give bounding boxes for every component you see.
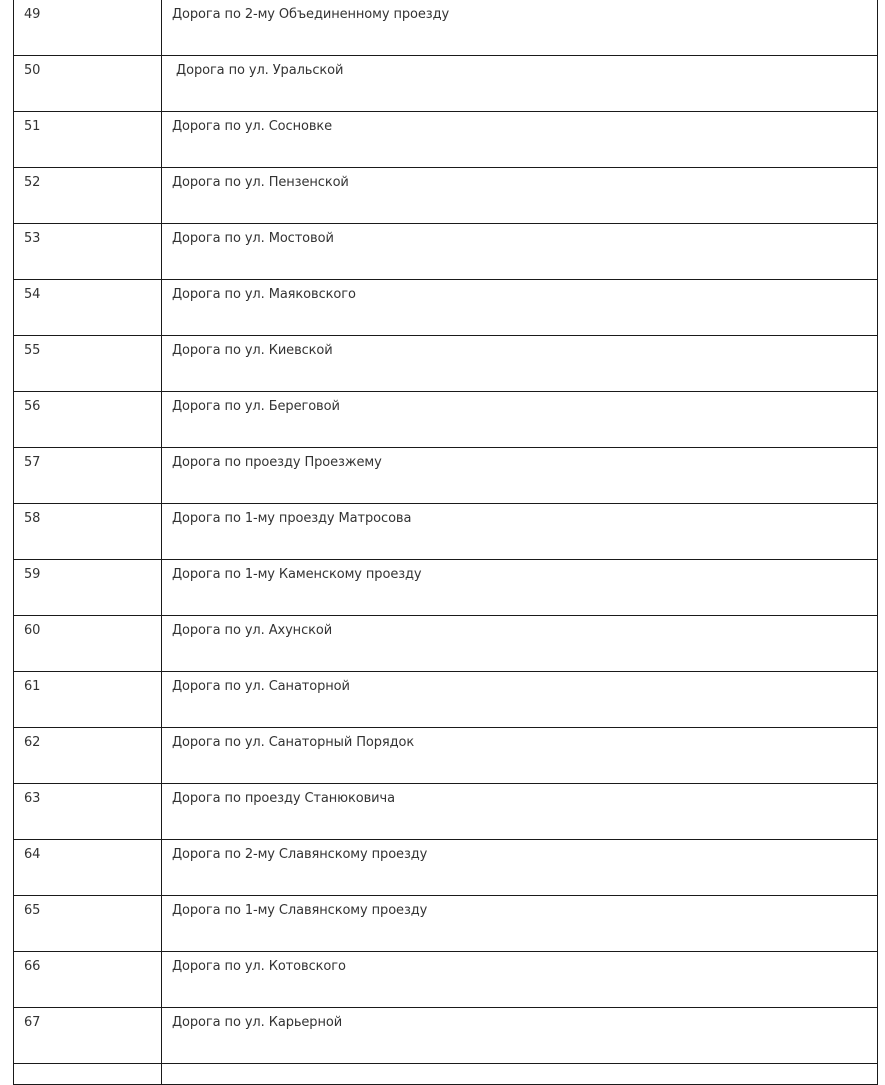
road-name: Дорога по ул. Пензенской xyxy=(162,168,878,224)
row-number: 50 xyxy=(14,56,162,112)
row-number: 67 xyxy=(14,1008,162,1064)
road-name: Дорога по ул. Санаторный Порядок xyxy=(162,728,878,784)
table-row xyxy=(14,448,878,504)
row-number: 49 xyxy=(14,0,162,56)
table-row xyxy=(14,840,878,896)
table-row xyxy=(14,112,878,168)
road-name: Дорога по проезду Проезжему xyxy=(162,448,878,504)
table-row xyxy=(14,168,878,224)
road-name: Дорога по 2-му Объединенному проезду xyxy=(162,0,878,56)
row-number: 64 xyxy=(14,840,162,896)
row-number: 62 xyxy=(14,728,162,784)
road-name: Дорога по ул. Котовского xyxy=(162,952,878,1008)
row-number: 51 xyxy=(14,112,162,168)
road-name-empty xyxy=(162,1064,878,1085)
road-name: Дорога по ул. Карьерной xyxy=(162,1008,878,1064)
road-name: Дорога по 2-му Славянскому проезду xyxy=(162,840,878,896)
table-row xyxy=(14,336,878,392)
row-number: 65 xyxy=(14,896,162,952)
road-name: Дорога по ул. Мостовой xyxy=(162,224,878,280)
road-name: Дорога по ул. Санаторной xyxy=(162,672,878,728)
table-row xyxy=(14,728,878,784)
roads-table-body xyxy=(14,0,878,1085)
table-row xyxy=(14,392,878,448)
table-row-partial xyxy=(14,1064,878,1085)
row-number: 66 xyxy=(14,952,162,1008)
row-number: 61 xyxy=(14,672,162,728)
road-name: Дорога по проезду Станюковича xyxy=(162,784,878,840)
road-name: Дорога по ул. Уральской xyxy=(162,56,878,112)
row-number: 60 xyxy=(14,616,162,672)
row-number: 63 xyxy=(14,784,162,840)
table-row xyxy=(14,224,878,280)
table-row xyxy=(14,504,878,560)
row-number: 56 xyxy=(14,392,162,448)
road-name: Дорога по ул. Киевской xyxy=(162,336,878,392)
road-name: Дорога по ул. Ахунской xyxy=(162,616,878,672)
table-row xyxy=(14,952,878,1008)
road-name: Дорога по 1-му проезду Матросова xyxy=(162,504,878,560)
table-row xyxy=(14,616,878,672)
table-row xyxy=(14,784,878,840)
row-number: 53 xyxy=(14,224,162,280)
table-row xyxy=(14,56,878,112)
row-number: 59 xyxy=(14,560,162,616)
row-number: 52 xyxy=(14,168,162,224)
road-name: Дорога по ул. Маяковского xyxy=(162,280,878,336)
table-row xyxy=(14,560,878,616)
road-name: Дорога по 1-му Каменскому проезду xyxy=(162,560,878,616)
roads-table-container xyxy=(13,0,877,1085)
row-number: 54 xyxy=(14,280,162,336)
road-name: Дорога по ул. Сосновке xyxy=(162,112,878,168)
table-row xyxy=(14,1008,878,1064)
roads-table xyxy=(13,0,878,1085)
row-number-empty xyxy=(14,1064,162,1085)
table-row xyxy=(14,280,878,336)
table-row xyxy=(14,672,878,728)
row-number: 57 xyxy=(14,448,162,504)
row-number: 55 xyxy=(14,336,162,392)
road-name: Дорога по ул. Береговой xyxy=(162,392,878,448)
table-row xyxy=(14,0,878,56)
row-number: 58 xyxy=(14,504,162,560)
table-row xyxy=(14,896,878,952)
road-name: Дорога по 1-му Славянскому проезду xyxy=(162,896,878,952)
